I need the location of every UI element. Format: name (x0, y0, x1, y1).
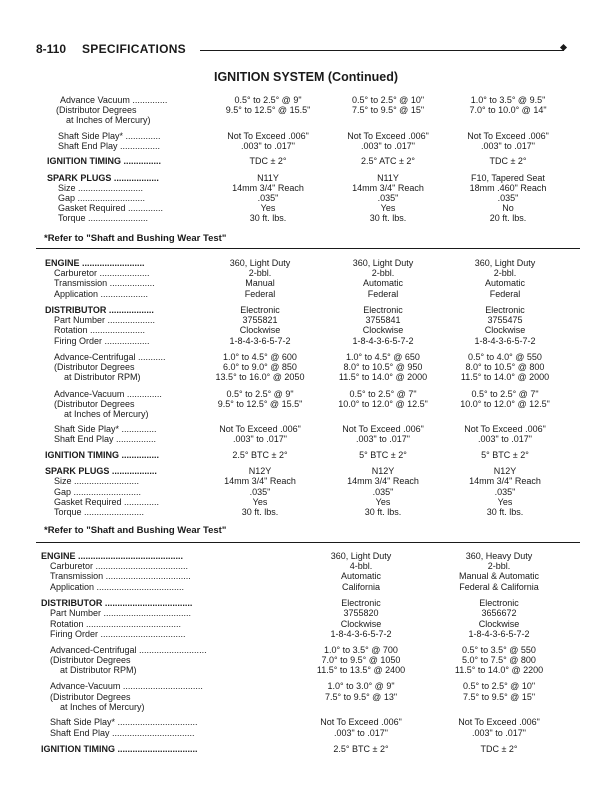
spec-label: Shaft Side Play* .............. (58, 131, 161, 141)
spec-value: 3755821 (242, 315, 278, 325)
spec-value: Clockwise (340, 619, 382, 629)
spec-label: (Distributor Degrees (50, 655, 131, 665)
spec-value: N12Y (493, 466, 517, 476)
spec-value: 0.5° to 3.5° @ 550 (462, 645, 536, 655)
spec-value: 0.5° to 2.5° @ 7" (471, 389, 539, 399)
footnote-2: *Refer to "Shaft and Bushing Wear Test" (44, 525, 227, 536)
spec-label: Size .......................... (54, 476, 140, 486)
spec-label: SPARK PLUGS .................. (45, 466, 157, 476)
spec-value: Automatic (362, 278, 404, 288)
spec-label: Shaft End Play ................ (58, 141, 161, 151)
spec-label: DISTRIBUTOR ................................... (41, 598, 193, 608)
spec-value: 9.5° to 12.5° @ 15.5" (217, 399, 303, 409)
spec-value: 3755841 (365, 315, 401, 325)
spec-value: TDC ± 2° (480, 744, 518, 754)
spec-row (0, 629, 612, 640)
spec-value: Not To Exceed .006" (219, 424, 301, 434)
spec-value: .003" to .017" (233, 434, 287, 444)
spec-value: Electronic (479, 598, 519, 608)
spec-label: at Inches of Mercury) (66, 115, 151, 125)
spec-value: 18mm .460" Reach (469, 183, 547, 193)
spec-row (0, 409, 612, 420)
spec-value: Not To Exceed .006" (320, 717, 402, 727)
spec-label: Rotation ...................................... (50, 619, 182, 629)
spec-value: 1.0° to 4.5° @ 600 (223, 352, 297, 362)
spec-value: 30 ft. lbs. (486, 507, 524, 517)
spec-label: Transmission .................................. (50, 571, 191, 581)
spec-label: Carburetor .................... (54, 268, 150, 278)
spec-value: N11Y (377, 173, 399, 183)
spec-value: 360, Light Duty (229, 258, 291, 268)
spec-label: ENGINE .......................................... (41, 551, 184, 561)
spec-label: Torque ........................ (58, 213, 149, 223)
spec-value: .035" (249, 487, 271, 497)
spec-value: 2-bbl. (248, 268, 272, 278)
spec-row (0, 608, 612, 619)
spec-value: Clockwise (362, 325, 404, 335)
spec-label: (Distributor Degrees (50, 692, 131, 702)
spec-value: Yes (252, 497, 268, 507)
spec-label: Firing Order .................. (54, 336, 150, 346)
spec-value: 2-bbl. (371, 268, 395, 278)
spec-value: .003" to .017" (334, 728, 388, 738)
spec-value: 1-8-4-3-6-5-7-2 (229, 336, 291, 346)
spec-value: Electronic (341, 598, 381, 608)
spec-value: 0.5° to 2.5° @ 9" (234, 95, 302, 105)
spec-value: 0.5° to 2.5° @ 10" (462, 681, 536, 691)
spec-value: 11.5° to 13.5° @ 2400 (316, 665, 406, 675)
spec-value: Manual & Automatic (458, 571, 540, 581)
spec-value: .003" to .017" (361, 141, 415, 151)
spec-value: F10, Tapered Seat (471, 173, 545, 183)
spec-row (0, 141, 612, 152)
spec-value: 1.0° to 3.5° @ 700 (324, 645, 398, 655)
spec-value: 1.0° to 3.0° @ 9" (327, 681, 395, 691)
spec-value: .035" (497, 193, 519, 203)
spec-row (0, 665, 612, 676)
spec-value: 1-8-4-3-6-5-7-2 (330, 629, 392, 639)
spec-value: 1-8-4-3-6-5-7-2 (474, 336, 536, 346)
spec-value: .003" to .017" (356, 434, 410, 444)
spec-label: Part Number ................... (54, 315, 156, 325)
spec-value: 0.5° to 4.0° @ 550 (468, 352, 542, 362)
spec-value: N12Y (248, 466, 272, 476)
spec-value: 4-bbl. (349, 561, 373, 571)
spec-label: Application ................................... (50, 582, 185, 592)
spec-value: 1-8-4-3-6-5-7-2 (468, 629, 530, 639)
spec-value: 360, Light Duty (352, 258, 414, 268)
spec-value: 3755820 (343, 608, 379, 618)
spec-value: Not To Exceed .006" (458, 717, 540, 727)
spec-value: 7.0° to 9.5° @ 1050 (321, 655, 401, 665)
spec-value: No (502, 203, 514, 213)
spec-value: Electronic (240, 305, 280, 315)
spec-value: 3656672 (481, 608, 517, 618)
spec-label: ENGINE ......................... (45, 258, 145, 268)
spec-label: Advance-Vacuum .............. (54, 389, 162, 399)
spec-row (0, 717, 612, 728)
spec-value: 2.5° ATC ± 2° (361, 156, 415, 166)
spec-label: Torque ........................ (54, 507, 145, 517)
spec-value: Yes (380, 203, 396, 213)
spec-value: Not To Exceed .006" (347, 131, 429, 141)
spec-label: Rotation ...................... (54, 325, 146, 335)
spec-row (0, 702, 612, 713)
spec-value: .035" (372, 487, 394, 497)
spec-value: 11.5° to 14.0° @ 2000 (338, 372, 428, 382)
spec-value: Federal (367, 289, 399, 299)
footnote-1: *Refer to "Shaft and Bushing Wear Test" (44, 233, 227, 244)
spec-value: California (341, 582, 381, 592)
spec-value: 360, Light Duty (474, 258, 536, 268)
spec-value: .035" (377, 193, 399, 203)
spec-value: 14mm 3/4" Reach (352, 183, 424, 193)
spec-label: IGNITION TIMING ............... (47, 156, 162, 166)
spec-row (0, 115, 612, 126)
spec-label: IGNITION TIMING ............... (45, 450, 160, 460)
spec-value: .035" (257, 193, 279, 203)
page-header (36, 42, 582, 58)
spec-label: Gasket Required .............. (58, 203, 164, 213)
spec-label: Transmission .................. (54, 278, 155, 288)
spec-label: Firing Order .................................. (50, 629, 186, 639)
spec-value: 13.5° to 16.0° @ 2050 (215, 372, 305, 382)
spec-value: .035" (494, 487, 516, 497)
spec-row (0, 507, 612, 518)
spec-label: Part Number ................................... (50, 608, 192, 618)
spec-row (0, 476, 612, 487)
spec-label: (Distributor Degrees (56, 105, 137, 115)
spec-label: Advance-Centrifugal ........... (54, 352, 166, 362)
spec-value: 9.5° to 12.5° @ 15.5" (225, 105, 311, 115)
spec-label: DISTRIBUTOR .................. (45, 305, 154, 315)
page-number: 8-110 (36, 42, 67, 56)
spec-value: 0.5° to 2.5° @ 10" (351, 95, 425, 105)
spec-row (0, 372, 612, 383)
spec-row (0, 156, 612, 167)
spec-value: 10.0° to 12.0° @ 12.5" (338, 399, 428, 409)
spec-value: Clockwise (239, 325, 281, 335)
spec-value: 360, Light Duty (330, 551, 392, 561)
spec-label: Size .......................... (58, 183, 144, 193)
spec-value: .003" to .017" (241, 141, 295, 151)
spec-value: .003" to .017" (478, 434, 532, 444)
spec-value: Clockwise (484, 325, 526, 335)
spec-row (0, 213, 612, 224)
spec-value: 6.0° to 9.0° @ 850 (223, 362, 297, 372)
spec-value: Not To Exceed .006" (227, 131, 309, 141)
spec-label: Shaft Side Play* .............. (54, 424, 157, 434)
spec-value: 14mm 3/4" Reach (224, 476, 296, 486)
spec-value: 14mm 3/4" Reach (347, 476, 419, 486)
spec-value: N12Y (371, 466, 395, 476)
spec-value: 5.0° to 7.5° @ 800 (462, 655, 536, 665)
spec-value: 360, Heavy Duty (465, 551, 533, 561)
spec-value: Federal (244, 289, 276, 299)
spec-value: .003" to .017" (472, 728, 526, 738)
spec-value: Manual (245, 278, 275, 288)
spec-value: 30 ft. lbs. (364, 507, 402, 517)
spec-value: 0.5° to 2.5° @ 9" (226, 389, 294, 399)
spec-value: Automatic (484, 278, 526, 288)
spec-value: N11Y (257, 173, 279, 183)
spec-value: Electronic (485, 305, 525, 315)
spec-label: Advance-Vacuum ................................ (50, 681, 203, 691)
spec-value: 1.0° to 3.5° @ 9.5" (470, 95, 546, 105)
spec-value: 30 ft. lbs. (369, 213, 407, 223)
spec-value: .003" to .017" (481, 141, 535, 151)
spec-value: 7.5° to 9.5° @ 15" (351, 105, 425, 115)
header-rule (200, 50, 564, 51)
spec-value: 11.5° to 14.0° @ 2000 (460, 372, 550, 382)
spec-value: Federal (489, 289, 521, 299)
spec-value: Yes (260, 203, 276, 213)
spec-value: 7.5° to 9.5° @ 15" (462, 692, 536, 702)
spec-row (0, 325, 612, 336)
spec-label: at Inches of Mercury) (60, 702, 145, 712)
spec-label: at Distributor RPM) (64, 372, 141, 382)
spec-value: Not To Exceed .006" (342, 424, 424, 434)
spec-label: Shaft End Play ................................. (50, 728, 195, 738)
spec-row (0, 571, 612, 582)
spec-row (0, 434, 612, 445)
spec-value: 14mm 3/4" Reach (469, 476, 541, 486)
spec-label: Advanced-Centrifugal ........................... (50, 645, 207, 655)
spec-value: 0.5° to 2.5° @ 7" (349, 389, 417, 399)
spec-value: 5° BTC ± 2° (359, 450, 407, 460)
spec-label: Advance Vacuum .............. (60, 95, 168, 105)
spec-row (0, 681, 612, 692)
spec-value: 20 ft. lbs. (489, 213, 527, 223)
section-divider-2 (36, 542, 580, 543)
spec-label: Gasket Required .............. (54, 497, 160, 507)
section-title: SPECIFICATIONS (82, 42, 186, 56)
spec-value: 8.0° to 10.5° @ 950 (343, 362, 423, 372)
spec-label: at Distributor RPM) (60, 665, 137, 675)
spec-value: Federal & California (459, 582, 539, 592)
spec-label: Application ................... (54, 289, 149, 299)
spec-label: Gap ........................... (58, 193, 146, 203)
spec-value: 11.5° to 14.0° @ 2200 (454, 665, 544, 675)
spec-value: 8.0° to 10.5° @ 800 (465, 362, 545, 372)
spec-value: 2.5° BTC ± 2° (232, 450, 288, 460)
spec-row (0, 728, 612, 739)
spec-value: Not To Exceed .006" (464, 424, 546, 434)
spec-value: Not To Exceed .006" (467, 131, 549, 141)
spec-value: TDC ± 2° (249, 156, 287, 166)
spec-label: (Distributor Degrees (54, 399, 135, 409)
spec-label: IGNITION TIMING ................................ (41, 744, 198, 754)
section-divider-1 (36, 248, 580, 249)
spec-value: Clockwise (478, 619, 520, 629)
spec-row (0, 336, 612, 347)
spec-value: Yes (497, 497, 513, 507)
spec-row (0, 289, 612, 300)
spec-value: Automatic (340, 571, 382, 581)
spec-value: 7.5° to 9.5° @ 13" (324, 692, 398, 702)
spec-label: Shaft Side Play* ................................ (50, 717, 198, 727)
spec-value: 1.0° to 4.5° @ 650 (346, 352, 420, 362)
spec-value: 5° BTC ± 2° (481, 450, 529, 460)
spec-value: 10.0° to 12.0° @ 12.5" (460, 399, 550, 409)
spec-label: at Inches of Mercury) (64, 409, 149, 419)
page-title: IGNITION SYSTEM (Continued) (213, 70, 398, 84)
spec-value: 1-8-4-3-6-5-7-2 (352, 336, 414, 346)
spec-value: 30 ft. lbs. (241, 507, 279, 517)
spec-value: 2.5° BTC ± 2° (333, 744, 389, 754)
spec-label: Shaft End Play ................ (54, 434, 157, 444)
spec-label: Carburetor ..................................... (50, 561, 189, 571)
spec-value: 7.0° to 10.0° @ 14" (469, 105, 547, 115)
spec-row (0, 582, 612, 593)
spec-value: TDC ± 2° (489, 156, 527, 166)
spec-value: 30 ft. lbs. (249, 213, 287, 223)
spec-label: SPARK PLUGS .................. (47, 173, 159, 183)
spec-row (0, 278, 612, 289)
spec-value: Electronic (363, 305, 403, 315)
spec-value: 2-bbl. (493, 268, 517, 278)
spec-label: (Distributor Degrees (54, 362, 135, 372)
spec-value: 2-bbl. (487, 561, 511, 571)
spec-value: 14mm 3/4" Reach (232, 183, 304, 193)
spec-value: Yes (375, 497, 391, 507)
spec-row (0, 744, 612, 755)
spec-value: 3755475 (487, 315, 523, 325)
spec-row (0, 450, 612, 461)
spec-label: Gap ........................... (54, 487, 142, 497)
